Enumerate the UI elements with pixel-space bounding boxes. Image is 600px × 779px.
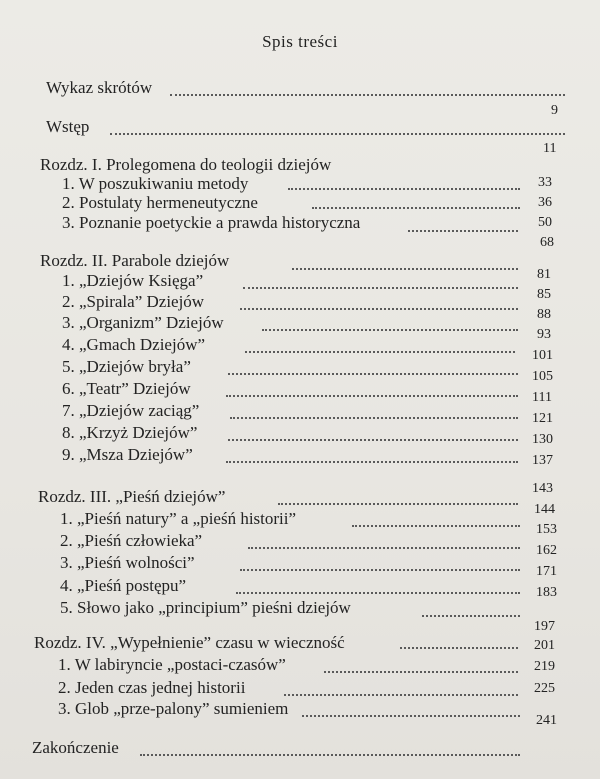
page-number: 219 xyxy=(534,659,555,674)
page-number: 171 xyxy=(536,564,557,579)
leader-dots xyxy=(292,262,518,270)
page-number: 143 xyxy=(532,481,553,496)
chapter-heading: Rozdz. II. Parabole dziejów xyxy=(40,251,230,270)
page-number: 121 xyxy=(532,411,553,426)
toc-entry: 6. „Teatr” Dziejów xyxy=(62,379,191,398)
toc-entry: 4. „Gmach Dziejów” xyxy=(62,335,206,354)
page-number: 162 xyxy=(536,543,557,558)
page-number: 153 xyxy=(536,522,557,537)
leader-dots xyxy=(170,88,565,96)
toc-entry: 2. „Pieśń człowieka” xyxy=(60,531,203,550)
page-number: 9 xyxy=(551,103,558,118)
page-number: 93 xyxy=(537,327,551,342)
leader-dots xyxy=(248,541,520,549)
leader-dots xyxy=(230,411,518,419)
toc-entry: 1. „Pieśń natury” a „pieśń historii” xyxy=(60,509,297,528)
leader-dots xyxy=(288,182,520,190)
toc-entry: 8. „Krzyż Dziejów” xyxy=(62,423,198,442)
leader-dots xyxy=(243,281,518,289)
toc-entry: 3. Glob „prze-palony” sumieniem xyxy=(58,699,289,718)
page-number: 105 xyxy=(532,369,553,384)
leader-dots xyxy=(278,497,518,505)
leader-dots xyxy=(324,665,518,673)
toc-entry: 2. Jeden czas jednej historii xyxy=(58,678,246,697)
page-number: 81 xyxy=(537,267,551,282)
leader-dots xyxy=(352,519,520,527)
toc-entry: 1. W poszukiwaniu metody xyxy=(62,174,249,193)
leader-dots xyxy=(240,563,520,571)
page-number: 130 xyxy=(532,432,553,447)
page-number: 225 xyxy=(534,681,555,696)
toc-entry: 3. Poznanie poetyckie a prawda historyczna xyxy=(62,213,361,232)
toc-entry: Wykaz skrótów xyxy=(46,78,153,97)
page-number: 111 xyxy=(532,390,552,405)
leader-dots xyxy=(245,345,515,353)
page-number: 197 xyxy=(534,619,555,634)
toc-entry: 2. „Spirala” Dziejów xyxy=(62,292,205,311)
toc-entry: 1. „Dziejów Księga” xyxy=(62,271,204,290)
toc-entry: 7. „Dziejów zaciąg” xyxy=(62,401,200,420)
toc-entry: 3. „Pieśń wolności” xyxy=(60,553,195,572)
leader-dots xyxy=(226,389,518,397)
toc-entry: 4. „Pieśń postępu” xyxy=(60,576,187,595)
leader-dots xyxy=(422,609,520,617)
leader-dots xyxy=(236,586,520,594)
page-number: 241 xyxy=(536,713,557,728)
page-number: 88 xyxy=(537,307,551,322)
page-number: 36 xyxy=(538,195,552,210)
leader-dots xyxy=(284,688,518,696)
page-title: Spis treści xyxy=(262,32,338,51)
toc-entry: Zakończenie xyxy=(32,738,119,757)
toc-entry: 5. „Dziejów bryła” xyxy=(62,357,191,376)
leader-dots xyxy=(400,641,518,649)
toc-entry: 9. „Msza Dziejów” xyxy=(62,445,193,464)
page-number: 68 xyxy=(540,235,554,250)
leader-dots xyxy=(312,201,520,209)
leader-dots xyxy=(408,224,518,232)
toc-entry: 1. W labiryncie „postaci-czasów” xyxy=(58,655,286,674)
leader-dots xyxy=(262,323,518,331)
leader-dots xyxy=(228,367,518,375)
page-number: 137 xyxy=(532,453,553,468)
leader-dots xyxy=(140,748,520,756)
leader-dots xyxy=(228,433,518,441)
toc-entry: 5. Słowo jako „principium” pieśni dziejów xyxy=(60,598,351,617)
toc-entry: 2. Postulaty hermeneutyczne xyxy=(62,193,258,212)
leader-dots xyxy=(226,455,518,463)
chapter-heading: Rozdz. I. Prolegomena do teologii dziejów xyxy=(40,155,332,174)
page-number: 183 xyxy=(536,585,557,600)
toc-entry: Wstęp xyxy=(46,117,90,136)
page-number: 201 xyxy=(534,638,555,653)
chapter-heading: Rozdz. III. „Pieśń dziejów” xyxy=(38,487,226,506)
leader-dots xyxy=(110,127,565,135)
page-number: 85 xyxy=(537,287,551,302)
page-number: 144 xyxy=(534,502,555,517)
toc-entry: 3. „Organizm” Dziejów xyxy=(62,313,224,332)
leader-dots xyxy=(302,709,520,717)
leader-dots xyxy=(240,302,518,310)
page-number: 11 xyxy=(543,141,557,156)
chapter-heading: Rozdz. IV. „Wypełnienie” czasu w wieczność xyxy=(34,633,345,652)
page-number: 33 xyxy=(538,175,552,190)
page-number: 101 xyxy=(532,348,553,363)
page-number: 50 xyxy=(538,215,552,230)
